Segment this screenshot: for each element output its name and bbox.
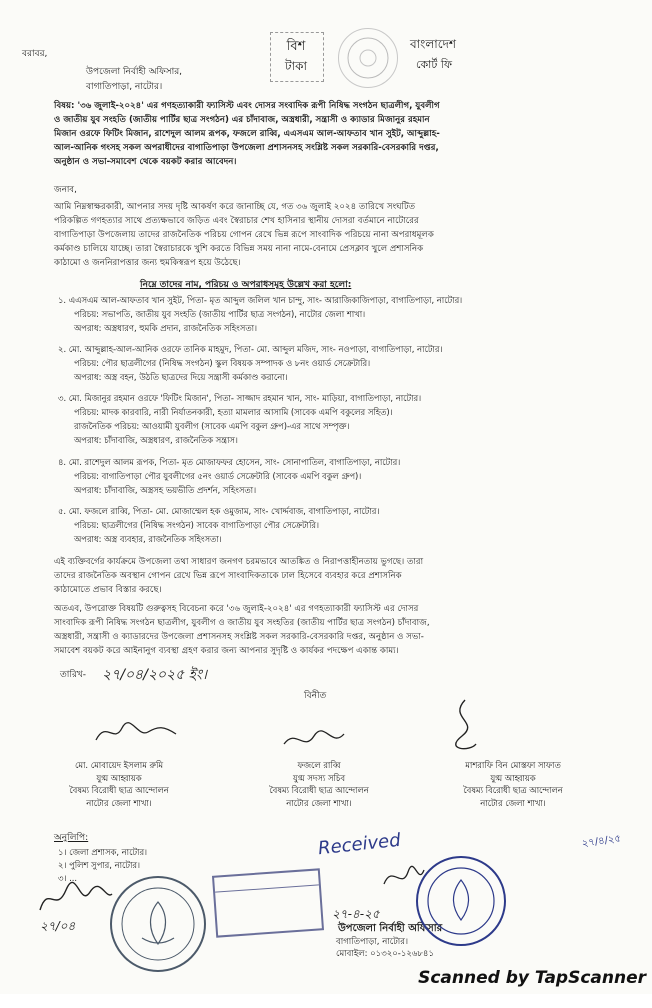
person-1-crime: অপরাধ: অস্ত্রধারণ, হুমকি প্রদান, রাজনৈতিক সহিংসতা। (74, 323, 258, 333)
closing-line-1: এই ব্যক্তিবর্গের কার্যক্রমে উপজেলা তথা সাধারণ জনগণ চরমভাবে আতঙ্কিত ও নিরাপত্তাহীনতায় ভুগছে। তারা (54, 557, 424, 567)
request-line-1: অতএব, উপরোক্ত বিষয়টি গুরুত্বসহ বিবেচনা করে '৩৬ জুলাই-২০২৪' এর গণহত্যাকারী ফ্যাসিস্ট এর দোসর (54, 604, 419, 614)
intro-line-1: আমি নিম্নস্বাক্ষরকারী, আপনার সদয় দৃষ্টি আকর্ষণ করে জানাচ্ছি যে, গত ৩৬ জুলাই ২০২৪ তারিখে সংঘটিত (54, 202, 416, 212)
subject-line-5: অনুষ্ঠান ও সভা-সমাবেশ থেকে বয়কট করার আবেদন। (54, 157, 237, 167)
subject-line-1: বিষয়: '৩৬ জুলাই-২০২৪' এর গণহত্যাকারী ফ্যাসিস্ট এবং দোসর সংবাদিক রূপী নিষিদ্ধ সংগঠন ছাত্রলীগ, যুবলীগ (54, 101, 440, 111)
intro-line-2: পরিকল্পিত গণহত্যার সাথে প্রত্যক্ষভাবে জড়িত এবং স্বৈরাচার শেখ হাসিনার স্থানীয় দোসরা বর্তমানে নাটোরের (54, 216, 419, 226)
signatory-3-title: যুগ্ম আহ্বায়ক (490, 772, 536, 783)
intro-line-4: কর্মকাণ্ড চালিয়ে যাচ্ছে। তারা স্বৈরাচারকে খুশি করতে বিভিন্ন সময় নানা নামে-বেনামে প্রেসক্লাব খুলে প্রশাসনিক (54, 244, 424, 254)
seal-emblem-icon (112, 878, 204, 970)
to-line1: উপজেলা নির্বাহী অফিসার, (86, 67, 183, 77)
office-seal-left (110, 876, 206, 972)
left-signature-icon (36, 880, 116, 920)
signature-2-icon (280, 726, 350, 756)
signature-1-icon (92, 714, 182, 754)
signatory-2 (244, 759, 394, 809)
signatory-3-branch: নাটোর জেলা শাখা। (480, 797, 546, 808)
signatory-3-org: বৈষম্য বিরোধী ছাত্র আন্দোলন (463, 785, 563, 796)
date-value: ২৭/০৪/২০২৫ ইং। (102, 667, 207, 683)
signatory-2-title: যুগ্ম সদস্য সচিব (292, 772, 346, 783)
emblem-icon (339, 29, 397, 87)
person-3-political: রাজনৈতিক পরিচয়: আওয়ামী যুবলীগ (সাবেক এমপি বকুল গ্রুপ)-এর সাথে সম্পৃক্ত। (74, 421, 350, 431)
subject-line-4: আল-আনিক গংসহ সকল অপরাধীদের বাগাতিপাড়া উপজেলা প্রশাসনসহ সংশ্লিষ্ট সকল সরকারি-বেসরকারি দপ্তর, (54, 143, 439, 153)
subject-line-3: মিজান ওরফে ফিটিং মিজান, রাশেদুল আলম রূপক, ফজলে রাব্বি, এএসএম আল-আফতাব খান সুইট, আব্দুল্লাহ- (54, 129, 440, 139)
person-4-name: ৪. মো. রাশেদুল আলম রূপক, পিতা- মৃত মোজাফফর হোসেন, সাং- সোনাপাতিল, বাগাতিপাড়া, নাটোর। (58, 457, 401, 467)
cc-label: অনুলিপি: (54, 833, 89, 843)
person-4-identity: পরিচয়: বাগাতিপাড়া পৌর যুবলীগের ৫নং ওয়ার্ড সেক্রেটারি (সাবেক এমপি বকুল গ্রুপ)। (74, 471, 362, 481)
bottom-margin (0, 994, 652, 1008)
person-2-name: ২. মো. আব্দুল্লাহ-আল-আনিক ওরফে তানিক মাহমুদ, পিতা- মো. আব্দুল মজিদ, সাং- নওপাড়া, বাগাতিপাড়া, নাটোর। (58, 344, 443, 354)
signatory-1-branch: নাটোর জেলা শাখা। (86, 797, 152, 808)
uno-place: বাগাতিপাড়া, নাটোর। (336, 937, 408, 947)
person-5-crime: অপরাধ: অস্ত্র ব্যবহার, রাজনৈতিক সহিংসতা। (74, 534, 222, 544)
signatory-1 (44, 759, 194, 809)
list-heading: নিম্নে তাদের নাম, পরিচয় ও অপরাধসমূহ উল্লেখ করা হলো: (140, 280, 352, 290)
stamp-country: বাংলাদেশ (410, 37, 456, 51)
date-label: তারিখ- (60, 670, 87, 680)
scanner-watermark: Scanned by TapScanner (418, 968, 646, 988)
request-line-3: অস্ত্রধারী, সন্ত্রাসী ও ক্যাডারদের উপজেলা প্রশাসনসহ সংশ্লিষ্ট সকল সরকারি-বেসরকারি দপ্তর, অনুষ্ঠান ও সভা- (54, 632, 424, 642)
person-3-identity: পরিচয়: মাদক কারবারি, নারী নির্যাতনকারী, হত্যা মামলার আসামি (সাবেক এমপি বকুলের সহিত)। (74, 407, 393, 417)
stamp-fee-label: কোর্ট ফি (416, 58, 453, 71)
uno-title: উপজেলা নির্বাহী অফিসার (338, 923, 443, 934)
person-5-name: ৫. মো. ফজলে রাব্বি, পিতা- মো. মোজাম্মেল হক ওমুজাম, সাং- খোর্দ্দবাজ, বাগাতিপাড়া, নাটোর। (58, 506, 380, 516)
request-line-4: সমাবেশ বয়কট করে আইনানুগ ব্যবস্থা গ্রহণ করার জন্য আপনার সুদৃষ্টি ও কার্যকর পদক্ষেপ একান্ত কাম্য। (54, 646, 399, 656)
intro-line-3: বাগাতিপাড়া উপজেলায় তাদের রাজনৈতিক পরিচয় গোপন রেখে ভিন্ন রূপে সাংবাদিক পরিচয়ে নানা অপরাধমূলক (54, 230, 434, 240)
signatory-1-title: যুগ্ম আহ্বায়ক (96, 772, 142, 783)
person-2-crime: অপরাধ: অস্ত্র বহন, উঠতি ছাত্রদের দিয়ে সন্ত্রাসী কর্মকাণ্ড করানো। (74, 372, 288, 382)
cc-item-2: ২। পুলিশ সুপার, নাটোর। (58, 860, 141, 870)
signatory-3-name: মাশরাফি বিন মোস্তফা সাফাত (465, 760, 561, 770)
signature-3-icon (440, 696, 490, 756)
office-seal-right (416, 856, 506, 946)
left-sign-date: ২৭/০৪ (40, 919, 76, 933)
to-line2: বাগাতিপাড়া, নাটোর। (86, 82, 163, 92)
seal-right-emblem-icon (418, 858, 504, 944)
signatory-2-branch: নাটোর জেলা শাখা। (286, 797, 352, 808)
signatory-2-org: বৈষম্য বিরোধী ছাত্র আন্দোলন (269, 785, 369, 796)
to-label: বরাবর, (22, 49, 48, 59)
signatory-1-name: মো. মোবায়েদ ইসলাম রুমি (74, 760, 164, 770)
signatory-3 (438, 759, 588, 809)
stamp-currency: টাকা (285, 59, 307, 73)
person-3-name: ৩. মো. মিজানুর রহমান ওরফে 'ফিটিং মিজান', পিতা- সাজ্জাদ রহমান খান, সাং- মাড়িয়া, বাগাতিপাড়া, নাটোর। (58, 393, 422, 403)
person-4-crime: অপরাধ: চাঁদাবাজি, অস্ত্রসহ ভয়ভীতি প্রদর্শন, সহিংসতা। (74, 485, 257, 495)
received-note: Received (317, 829, 402, 860)
court-fee-emblem (338, 28, 398, 88)
receipt-stamp (212, 868, 324, 937)
vinito-label: বিনীত (304, 691, 327, 701)
uno-phone: মোবাইল: ০১৩২০-১২৬৮৪১ (336, 949, 434, 959)
intro-line-5: কাঠামো ও জননিরাপত্তার জন্য হুমকিস্বরূপ হয়ে উঠেছে। (54, 258, 241, 268)
subject-line-2: ও জাতীয় যুব সংহতি (জাতীয় পার্টির ছাত্র সংগঠন) এর চাঁদাবাজ, অস্ত্রধারী, সন্ত্রাসী ও ক্যাডার মিজানুর রহমান (54, 115, 430, 125)
closing-line-3: কাঠামোতে প্রভাব বিস্তার করছে। (54, 585, 162, 595)
received-date: ২৭/৪/২৫ (581, 833, 622, 850)
person-1-identity: পরিচয়: সভাপতি, জাতীয় যুব সংহতি (জাতীয় পার্টির ছাত্র সংগঠন), নাটোর জেলা শাখা। (74, 309, 366, 319)
stamp-date: ২৭-৪-২৫ (332, 907, 380, 921)
signatory-2-name: ফজলে রাব্বি (297, 760, 341, 770)
cc-item-3: ৩। ... (58, 873, 78, 883)
cc-item-1: ১। জেলা প্রশাসক, নাটোর। (58, 847, 148, 857)
closing-line-2: তাদের রাজনৈতিক অবস্থান গোপন রেখে ভিন্ন রূপে সাংবাদিকতাকে ঢাল হিসেবে ব্যবহার করে প্রশাসনিক (54, 571, 402, 581)
person-1-name: ১. এএসএম আল-আফতাব খান সুইট, পিতা- মৃত আব্দুল জলিল খান চান্দু, সাং- আরাজিকাজিপাড়া, বাগাতিপাড়া, নাটোর। (58, 295, 463, 305)
salutation: জনাব, (54, 185, 77, 195)
person-5-identity: পরিচয়: ছাত্রলীগের (নিষিদ্ধ সংগঠন) সাবেক বাগাতিপাড়া পৌর সেক্রেটারি। (74, 520, 319, 530)
person-2-identity: পরিচয়: পৌর ছাত্রলীগের (নিষিদ্ধ সংগঠন) স্কুল বিষয়ক সম্পাদক ও ৮নং ওয়ার্ড সেক্রেটারি। (74, 358, 371, 368)
request-line-2: সাংবাদিক রূপী নিষিদ্ধ সংগঠন ছাত্রলীগ, যুবলীগ ও জাতীয় যুব সংহতির (জাতীয় পার্টির ছাত্র সংগঠন) চাঁদাবাজ, (54, 618, 430, 628)
stamp-amount: বিশ (286, 39, 306, 54)
signatory-1-org: বৈষম্য বিরোধী ছাত্র আন্দোলন (69, 785, 169, 796)
person-3-crime: অপরাধ: চাঁদাবাজি, অস্ত্রধারণ, রাজনৈতিক সন্ত্রাস। (74, 435, 238, 445)
